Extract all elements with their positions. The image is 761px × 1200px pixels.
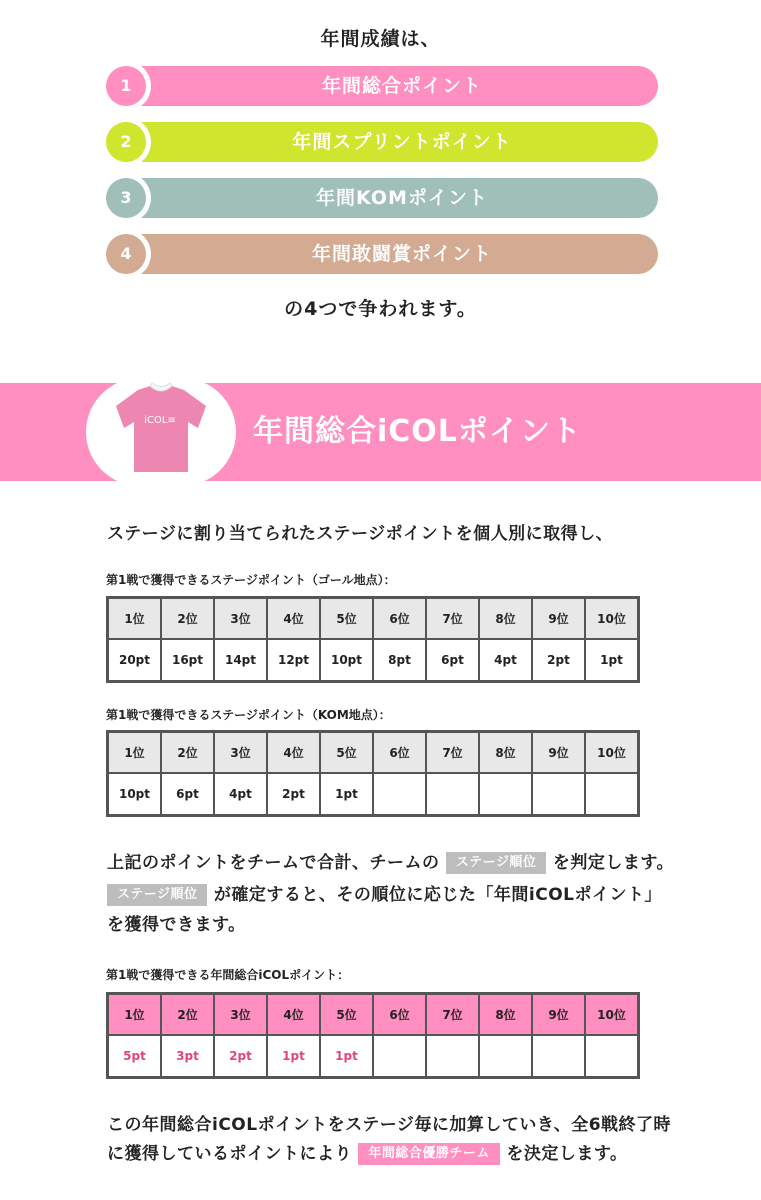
text-segment: を決定します。	[506, 1144, 628, 1164]
points-cell: 4pt	[214, 773, 267, 816]
rank-cell: 8位	[479, 732, 532, 774]
points-cell	[479, 773, 532, 816]
rank-cell: 7位	[426, 732, 479, 774]
goal-points-table	[106, 596, 640, 683]
points-cell	[426, 773, 479, 816]
rank-cell: 2位	[161, 732, 214, 774]
points-cell: 14pt	[214, 639, 267, 682]
points-cell	[532, 1035, 585, 1078]
text-segment: に獲得しているポイントにより	[107, 1144, 352, 1164]
rank-cell: 7位	[426, 598, 479, 640]
rank-cell: 2位	[161, 994, 214, 1036]
rank-cell: 3位	[214, 994, 267, 1036]
pill-label: 年間KOMポイント	[316, 187, 488, 209]
rank-cell: 2位	[161, 598, 214, 640]
rank-cell: 1位	[108, 732, 162, 774]
stage-rank-tag: ステージ順位	[446, 852, 546, 874]
points-cell: 12pt	[267, 639, 320, 682]
icol-points-table	[106, 992, 640, 1079]
ranking-explanation-line1	[107, 848, 674, 874]
banner-title: 年間総合iCOLポイント	[253, 414, 582, 449]
points-cell: 2pt	[214, 1035, 267, 1078]
rank-cell: 10位	[585, 732, 639, 774]
table-row	[108, 1035, 639, 1078]
points-cell: 4pt	[479, 639, 532, 682]
pill-label: 年間総合ポイント	[321, 75, 482, 97]
jersey-logo: iCOL≡	[144, 415, 176, 426]
table-row	[108, 773, 639, 816]
text-segment: が確定すると、その順位に応じた「年間iCOLポイント」	[213, 885, 662, 905]
rank-cell: 5位	[320, 732, 373, 774]
rank-cell: 4位	[267, 732, 320, 774]
points-cell	[585, 1035, 639, 1078]
rank-cell: 5位	[320, 598, 373, 640]
points-cell: 1pt	[585, 639, 639, 682]
table-header-row	[108, 732, 639, 774]
points-cell: 3pt	[161, 1035, 214, 1078]
intro-text: 年間成績は、	[320, 28, 441, 50]
points-cell	[373, 1035, 426, 1078]
points-cell: 1pt	[267, 1035, 320, 1078]
rank-cell: 9位	[532, 732, 585, 774]
rank-cell: 6位	[373, 994, 426, 1036]
points-cell	[426, 1035, 479, 1078]
text-segment: を判定します。	[552, 853, 674, 873]
category-pill-kom	[106, 178, 658, 218]
points-cell	[373, 773, 426, 816]
stage-rank-tag: ステージ順位	[107, 884, 207, 906]
table-header-row	[108, 598, 639, 640]
points-cell: 10pt	[108, 773, 162, 816]
rank-cell: 9位	[532, 994, 585, 1036]
points-cell: 5pt	[108, 1035, 162, 1078]
points-cell: 6pt	[161, 773, 214, 816]
rank-cell: 10位	[585, 598, 639, 640]
rank-cell: 4位	[267, 598, 320, 640]
rank-cell: 1位	[108, 994, 162, 1036]
rank-cell: 1位	[108, 598, 162, 640]
rank-cell: 10位	[585, 994, 639, 1036]
ranking-explanation-line3: を獲得できます。	[107, 915, 246, 935]
points-cell: 8pt	[373, 639, 426, 682]
points-cell	[479, 1035, 532, 1078]
category-pill-sprint	[106, 122, 658, 162]
rank-cell: 8位	[479, 994, 532, 1036]
final-explanation-line1: この年間総合iCOLポイントをステージ毎に加算していき、全6戦終了時	[107, 1115, 672, 1135]
text-segment: 上記のポイントをチームで合計、チームの	[107, 853, 440, 873]
points-cell: 2pt	[267, 773, 320, 816]
points-cell: 6pt	[426, 639, 479, 682]
points-cell: 1pt	[320, 1035, 373, 1078]
category-pill-total	[106, 66, 658, 106]
rank-cell: 6位	[373, 598, 426, 640]
table-caption: 第1戦で獲得できるステージポイント（KOM地点）：	[106, 708, 391, 722]
points-cell: 2pt	[532, 639, 585, 682]
rank-cell: 3位	[214, 732, 267, 774]
points-cell: 16pt	[161, 639, 214, 682]
jersey-icon	[86, 378, 236, 486]
table-row	[108, 639, 639, 682]
rank-cell: 8位	[479, 598, 532, 640]
points-cell: 20pt	[108, 639, 162, 682]
description-text: ステージに割り当てられたステージポイントを個人別に取得し、	[107, 524, 614, 544]
pill-label: 年間スプリントポイント	[292, 131, 512, 153]
pill-number: 4	[106, 234, 146, 274]
outro-text: の4つで争われます。	[284, 298, 477, 320]
ranking-explanation-line2	[107, 880, 662, 906]
table-caption: 第1戦で獲得できるステージポイント（ゴール地点）：	[106, 573, 396, 587]
rank-cell: 9位	[532, 598, 585, 640]
points-cell	[585, 773, 639, 816]
pill-label: 年間敢闘賞ポイント	[311, 243, 492, 265]
category-pill-fighting	[106, 234, 658, 274]
table-header-row	[108, 994, 639, 1036]
rank-cell: 7位	[426, 994, 479, 1036]
points-cell	[532, 773, 585, 816]
final-explanation-line2	[107, 1139, 628, 1165]
pill-number: 2	[106, 122, 146, 162]
pill-number: 1	[106, 66, 146, 106]
points-cell: 10pt	[320, 639, 373, 682]
jersey-badge	[86, 378, 236, 486]
rank-cell: 4位	[267, 994, 320, 1036]
pill-number: 3	[106, 178, 146, 218]
rank-cell: 6位	[373, 732, 426, 774]
points-cell: 1pt	[320, 773, 373, 816]
rank-cell: 5位	[320, 994, 373, 1036]
rank-cell: 3位	[214, 598, 267, 640]
table-caption: 第1戦で獲得できる年間総合iCOLポイント：	[106, 968, 350, 982]
kom-points-table	[106, 730, 640, 817]
champion-team-tag: 年間総合優勝チーム	[358, 1143, 500, 1165]
